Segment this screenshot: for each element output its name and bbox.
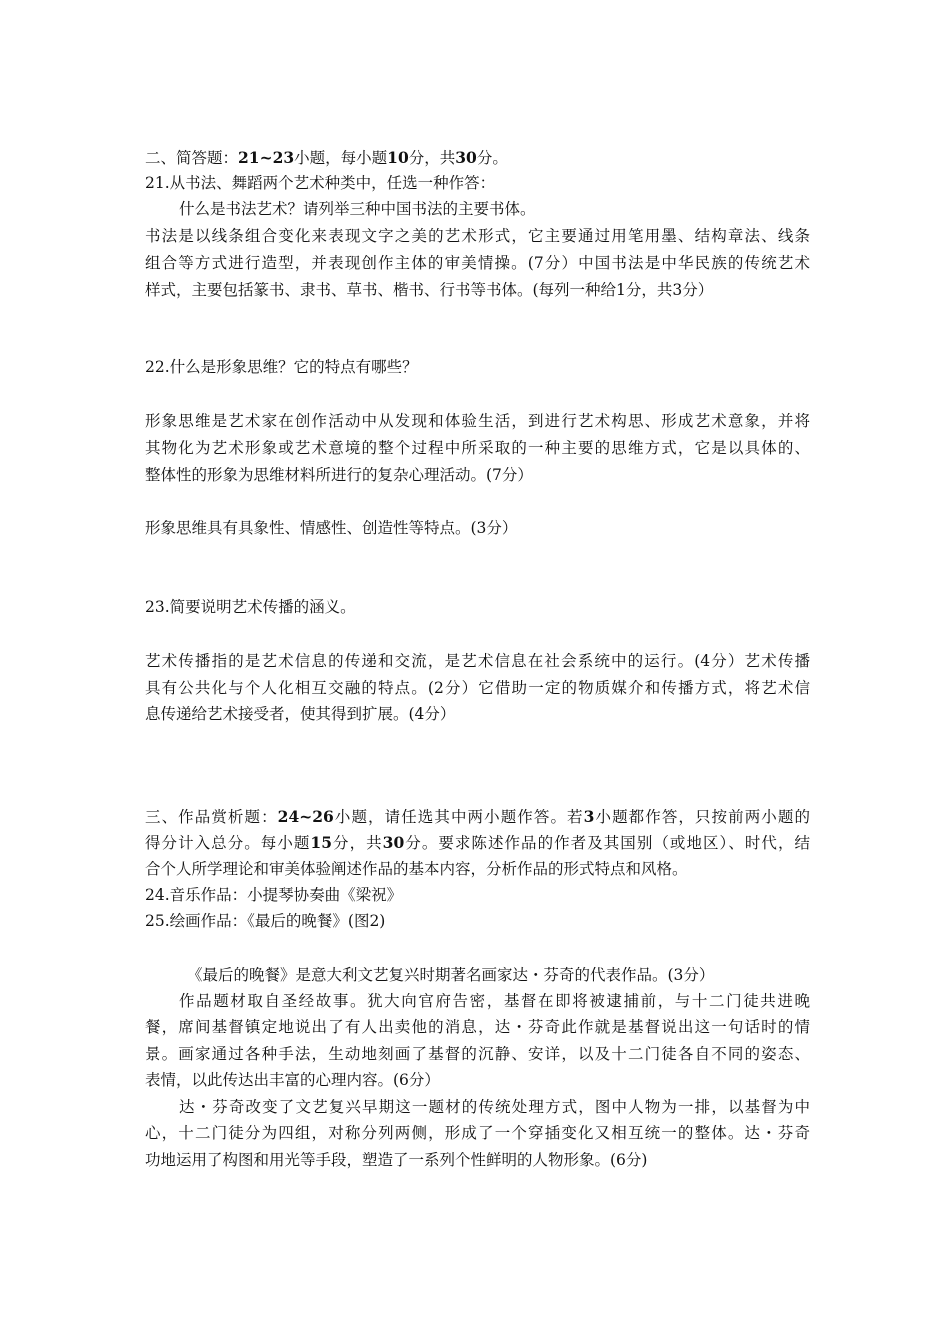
section3-heading-line [145,832,810,854]
heading-text: 分，共 [331,834,383,852]
section3-heading-line [145,806,810,828]
heading-text: 分。要求陈述作品的作者及其国别（或地区）、时代，结 [404,834,810,852]
q21-answer-line: 组合等方式进行造型，并表现创作主体的审美情操。(7分）中国书法是中华民族的传统艺术 [145,254,810,272]
q22-answer-line: 其物化为艺术形象或艺术意境的整个过程中所采取的一种主要的思维方式，它是以具体的、 [145,439,810,457]
heading-text: 三、作品赏析题： [145,808,278,826]
heading-text: 分。 [476,149,508,167]
heading-bold: 30 [455,148,477,167]
q25-answer-p3-line: 心，十二门徒分为四组，对称分列两侧，形成了一个穿插变化又相互统一的整体。达・芬奇 [145,1124,810,1142]
q22-answer-2: 形象思维具有具象性、情感性、创造性等特点。(3分） [145,519,518,537]
q23-question: 23.简要说明艺术传播的涵义。 [145,598,356,616]
heading-bold: 10 [387,148,409,167]
q23-answer-line: 艺术传播指的是艺术信息的传递和交流，是艺术信息在社会系统中的运行。(4分）艺术传播 [145,652,810,670]
q21-question: 21.从书法、舞蹈两个艺术种类中，任选一种作答： [145,174,496,192]
q25-answer-p2-line: 表情，以此传达出丰富的心理内容。(6分） [145,1071,440,1089]
heading-text: 小题，每小题 [294,149,388,167]
q25-answer-p3-line: 功地运用了构图和用光等手段，塑造了一系列个性鲜明的人物形象。(6分) [145,1151,648,1169]
heading-text: 小题都作答，只按前两小题的 [594,808,810,826]
q25-answer-p1: 《最后的晚餐》是意大利文艺复兴时期著名画家达・芬奇的代表作品。(3分） [187,966,715,984]
heading-bold: 3 [583,807,595,826]
q22-answer-line: 整体性的形象为思维材料所进行的复杂心理活动。(7分） [145,466,533,484]
heading-text: 二、简答题： [145,149,239,167]
heading-text: 分，共 [408,149,456,167]
section3-heading-line: 合个人所学理论和审美体验阐述作品的基本内容，分析作品的形式特点和风格。 [145,860,688,878]
q21-answer-line: 书法是以线条组合变化来表现文字之美的艺术形式，它主要通过用笔用墨、结构章法、线条 [145,227,810,245]
q25-answer-p2-line: 作品题材取自圣经故事。犹大向官府告密，基督在即将被逮捕前，与十二门徒共进晚 [179,992,810,1010]
section2-heading [145,147,810,169]
heading-text: 小题，请任选其中两小题作答。若 [333,808,584,826]
heading-text: 得分计入总分。每小题 [145,834,311,852]
heading-bold: 24~26 [277,807,334,826]
heading-bold: 21~23 [238,148,295,167]
q23-answer-line: 息传递给艺术接受者，使其得到扩展。(4分） [145,705,456,723]
q22-question: 22.什么是形象思维？它的特点有哪些？ [145,358,418,376]
q25-answer-p2-line: 景。画家通过各种手法，生动地刻画了基督的沉静、安详，以及十二门徒各自不同的姿态、 [145,1045,810,1063]
heading-bold: 30 [382,833,405,852]
q21-sub-question: 什么是书法艺术？请列举三种中国书法的主要书体。 [179,200,536,218]
q25-answer-p2-line: 餐，席间基督镇定地说出了有人出卖他的消息，达・芬奇此作就是基督说出这一句话时的情 [145,1018,810,1036]
heading-bold: 15 [310,833,332,852]
q25-question: 25.绘画作品：《最后的晚餐》(图2) [145,912,386,930]
q21-answer-line: 样式，主要包括篆书、隶书、草书、楷书、行书等书体。(每列一种给1分，共3分） [145,281,714,299]
q23-answer-line: 具有公共化与个人化相互交融的特点。(2分）它借助一定的物质媒介和传播方式，将艺术信 [145,679,810,697]
q22-answer-line: 形象思维是艺术家在创作活动中从发现和体验生活，到进行艺术构思、形成艺术意象，并将 [145,412,810,430]
q24-question: 24.音乐作品：小提琴协奏曲《梁祝》 [145,886,403,904]
q25-answer-p3-line: 达・芬奇改变了文艺复兴早期这一题材的传统处理方式，图中人物为一排，以基督为中 [179,1098,810,1116]
